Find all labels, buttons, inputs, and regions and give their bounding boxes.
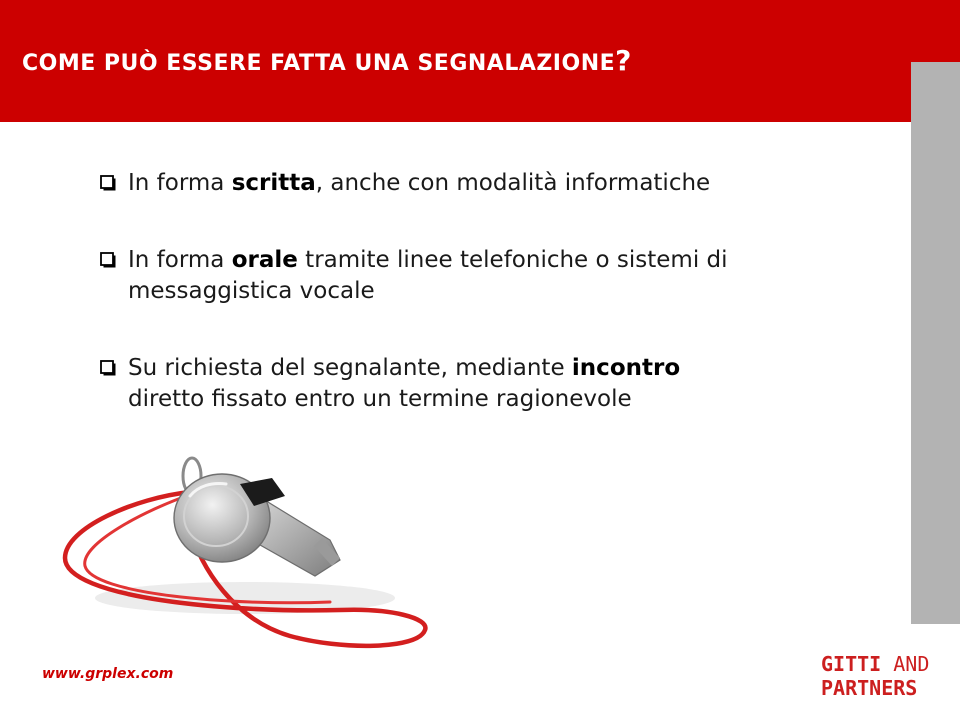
bullet-text: , anche con modalità informatiche xyxy=(315,170,711,196)
bullet-item-oral xyxy=(98,245,858,307)
page-title-question-mark: ? xyxy=(615,44,632,77)
page-title-text: COME PUÒ ESSERE FATTA UNA SEGNALAZIONE xyxy=(22,51,616,76)
bullet-text: In forma xyxy=(128,247,232,273)
logo-word-and: AND xyxy=(881,652,930,676)
bullet-text-continued: messaggistica vocale xyxy=(128,278,375,304)
bullet-item-meeting xyxy=(98,353,858,415)
website-link[interactable]: www.grplex.com xyxy=(42,666,174,682)
bullet-list xyxy=(98,168,858,415)
checkbox-bullet-icon xyxy=(100,252,117,269)
company-logo xyxy=(821,652,929,700)
bullet-text-continued: diretto fissato entro un termine ragionevole xyxy=(128,386,632,412)
bullet-keyword: scritta xyxy=(231,170,316,196)
bullet-keyword: incontro xyxy=(571,355,681,381)
side-accent-bar xyxy=(911,62,960,624)
bullet-text: In forma xyxy=(128,170,232,196)
checkbox-bullet-icon xyxy=(100,360,117,377)
bullet-item-written xyxy=(98,168,858,199)
bullet-keyword: orale xyxy=(231,247,298,273)
bullet-text: Su richiesta del segnalante, mediante xyxy=(128,355,572,381)
page-title xyxy=(22,44,632,77)
checkbox-bullet-icon xyxy=(100,175,117,192)
logo-word-partners: PARTNERS xyxy=(821,676,918,700)
bullet-text: tramite linee telefoniche o sistemi di xyxy=(297,247,728,273)
whistle-icon xyxy=(40,448,440,663)
logo-word-gitti: GITTI xyxy=(821,652,882,676)
